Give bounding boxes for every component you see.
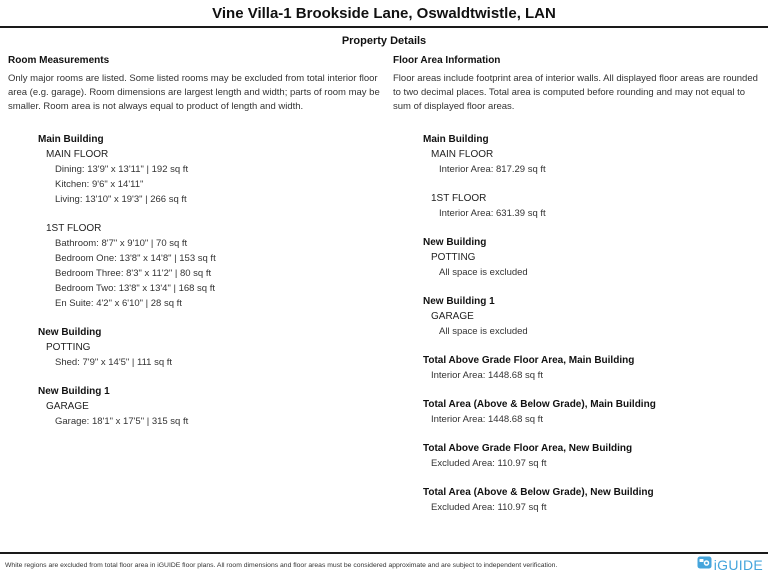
- building-name: Main Building: [423, 134, 489, 145]
- floor-name: GARAGE: [431, 311, 474, 322]
- room-measurement: Bathroom: 8'7" x 9'10" | 70 sq ft: [55, 238, 188, 249]
- floor-name: 1ST FLOOR: [46, 223, 102, 234]
- building-new-building-1: [38, 384, 388, 429]
- page-title: Vine Villa-1 Brookside Lane, Oswaldtwistle, LAN: [212, 5, 556, 22]
- total-above-grade-main: [423, 353, 768, 383]
- total-detail: Interior Area: 1448.68 sq ft: [431, 414, 543, 425]
- floor-area-description: Floor areas include footprint area of interior walls. All displayed floor areas are rounded to two decimal places. Total area is computed before rounding and may not equal to sum of displayed floor areas.: [393, 73, 758, 112]
- floor-name: MAIN FLOOR: [46, 149, 109, 160]
- total-heading: Total Above Grade Floor Area, Main Building: [423, 355, 635, 366]
- floor-potting: [38, 340, 388, 370]
- floor-main-floor: [423, 147, 768, 177]
- floor-name: MAIN FLOOR: [431, 149, 494, 160]
- building-name: New Building: [38, 327, 102, 338]
- total-above-grade-new: [423, 441, 768, 471]
- building-name: New Building 1: [38, 386, 110, 397]
- floor-garage: [38, 399, 388, 429]
- floor-area-detail: All space is excluded: [439, 326, 528, 337]
- building-name: Main Building: [38, 134, 104, 145]
- floor-area-column: [388, 55, 768, 529]
- iguide-logo-text: iGUIDE: [713, 557, 763, 573]
- floor-potting: [423, 250, 768, 280]
- room-measurement: Living: 13'10" x 19'3" | 266 sq ft: [55, 194, 187, 205]
- floor-name: 1ST FLOOR: [431, 193, 487, 204]
- room-measurement: Shed: 7'9" x 14'5" | 111 sq ft: [55, 357, 173, 368]
- total-heading: Total Area (Above & Below Grade), New Building: [423, 487, 654, 498]
- total-area-new: [423, 485, 768, 515]
- building-name: New Building: [423, 237, 487, 248]
- content-area: [0, 55, 768, 529]
- floor-area-sections: [393, 132, 768, 515]
- room-measurement: Bedroom One: 13'8" x 14'8" | 153 sq ft: [55, 253, 216, 264]
- iguide-camera-icon: [697, 556, 712, 574]
- floor-name: POTTING: [431, 252, 476, 263]
- room-measurement: Kitchen: 9'6" x 14'11": [55, 179, 144, 190]
- room-measurements-sections: [8, 132, 388, 429]
- total-area-main: [423, 397, 768, 427]
- room-measurement: Bedroom Three: 8'3" x 11'2" | 80 sq ft: [55, 268, 212, 279]
- total-detail: Excluded Area: 110.97 sq ft: [431, 502, 547, 513]
- room-measurements-column: [0, 55, 388, 529]
- room-measurement: Garage: 18'1" x 17'5" | 315 sq ft: [55, 416, 189, 427]
- footer-disclaimer: White regions are excluded from total floor area in iGUIDE floor plans. All room dimensions and floor areas must be considered approximate and are subject to independent verification.: [5, 561, 558, 569]
- floor-name: POTTING: [46, 342, 91, 353]
- total-detail: Interior Area: 1448.68 sq ft: [431, 370, 543, 381]
- floor-1st-floor: [423, 191, 768, 221]
- floor-name: GARAGE: [46, 401, 89, 412]
- iguide-logo: [697, 556, 763, 574]
- room-measurements-heading: Room Measurements: [8, 55, 110, 66]
- floor-area-detail: All space is excluded: [439, 267, 528, 278]
- floor-area-detail: Interior Area: 631.39 sq ft: [439, 208, 546, 219]
- total-heading: Total Area (Above & Below Grade), Main Building: [423, 399, 656, 410]
- building-new-building-1: [423, 294, 768, 339]
- building-new-building: [423, 235, 768, 280]
- page-footer: [0, 552, 768, 576]
- room-measurement: En Suite: 4'2" x 6'10" | 28 sq ft: [55, 298, 182, 309]
- building-main-building: [423, 132, 768, 221]
- total-detail: Excluded Area: 110.97 sq ft: [431, 458, 547, 469]
- floor-area-detail: Interior Area: 817.29 sq ft: [439, 164, 546, 175]
- building-new-building: [38, 325, 388, 370]
- page-subtitle: Property Details: [341, 35, 427, 47]
- floor-1st-floor: [38, 221, 388, 311]
- floor-garage: [423, 309, 768, 339]
- building-main-building: [38, 132, 388, 311]
- room-measurements-description: Only major rooms are listed. Some listed rooms may be excluded from total interior floor area (e.g. garage). Room dimensions are largest length and width; parts of room may be smaller. Room area is not always equal to product of length and width.: [8, 73, 380, 112]
- room-measurement: Bedroom Two: 13'8" x 13'4" | 168 sq ft: [55, 283, 216, 294]
- header-divider: [0, 26, 768, 28]
- building-name: New Building 1: [423, 296, 495, 307]
- floor-area-heading: Floor Area Information: [393, 55, 501, 66]
- total-heading: Total Above Grade Floor Area, New Building: [423, 443, 633, 454]
- floor-main-floor: [38, 147, 388, 207]
- room-measurement: Dining: 13'9" x 13'11" | 192 sq ft: [55, 164, 189, 175]
